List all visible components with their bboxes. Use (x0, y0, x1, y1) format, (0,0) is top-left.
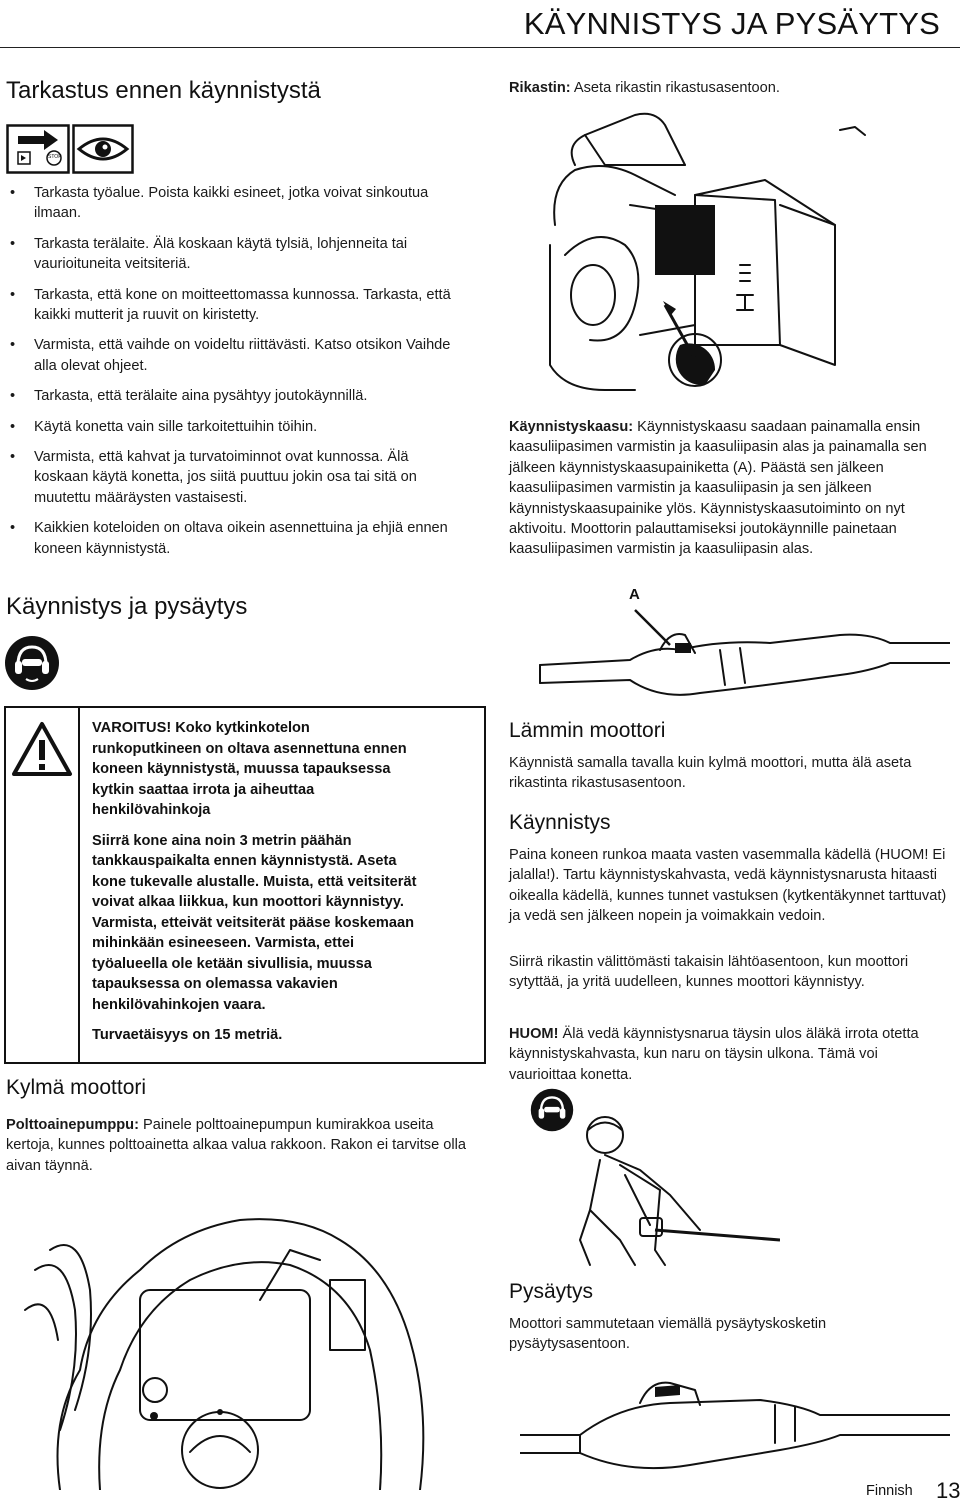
fuel-pump-illustration (20, 1190, 460, 1490)
throttle-text: Käynnistyskaasu saadaan painamalla ensin kaasuliipasimen varmistin ja kaasuliipasin alas ja painamalla sen jälkeen käynnistyskaasupainiketta (A). Päästä sen jälkeen kaasuliipasimen varmistin ja kaasuliipasin ja sen jälkeen käynnistyskaasupainike ylös. Käynnistyskaasutoiminto on nyt aktivoitu. Moottorin palauttamiseksi joutokäynnille painetaan kaasuliipasimen varmistin ja kaasuliipasin alas. (509, 419, 927, 558)
note-paragraph (509, 1024, 949, 1085)
warning-text (92, 718, 422, 1056)
list-item: • Tarkasta terälaite. Älä koskaan käytä tylsiä, lohjenneita tai vaurioituneita veitsiteriä. (6, 234, 466, 275)
warning-sidebar (4, 706, 80, 1064)
throttle-paragraph (509, 417, 954, 560)
protective-gear-icon (4, 635, 60, 691)
warning-paragraph: Turvaetäisyys on 15 metriä. (92, 1027, 283, 1043)
stopping-text: Moottori sammutetaan viemällä pysäytyskosketin pysäytysasentoon. (509, 1316, 827, 1353)
callout-a-label: A (629, 586, 640, 603)
starting-text-2: Siirrä rikastin välittömästi takaisin lähtöasentoon, kun moottori sytyttää, ja yritä uudelleen, kunnes moottori käynnistyy. (509, 954, 909, 991)
page-header-title: KÄYNNISTYS JA PYSÄYTYS (523, 6, 940, 41)
fuel-pump-paragraph (6, 1115, 476, 1176)
header-rule (0, 47, 960, 48)
list-item: • Tarkasta, että terälaite aina pysähtyy joutokäynnillä. (6, 386, 466, 406)
choke-label: Rikastin: (509, 80, 571, 96)
check-heading: Tarkastus ennen käynnistystä (6, 77, 321, 104)
throttle-handle-illustration (510, 605, 950, 705)
warning-paragraph: Siirrä kone aina noin 3 metrin päähän tankkauspaikalta ennen käynnistystä. Aseta kone tukevalle alustalle. Muista, että veitsiterät voivat alkaa liikkua, kun moottori käynnistyy. Varmista, etteivät veitsiterät pääse koskemaan mihinkään esineeseen. Varmista, ettei työalueella ole ketään sivullisia, muussa tapauksessa on olemassa vakavien henkilövahinkojen vaara. (92, 832, 417, 1013)
warning-triangle-icon (6, 714, 78, 784)
note-label: HUOM! (509, 1026, 559, 1042)
choke-paragraph (509, 78, 949, 98)
page-number: 13 (936, 1478, 960, 1498)
operator-illustration (560, 1100, 780, 1270)
note-text: Älä vedä käynnistysnarua täysin ulos äläkä irrota otetta käynnistyskahvasta, kun naru on täysin ulkona. Tämä voi vaurioittaa konetta. (509, 1026, 919, 1083)
throttle-label: Käynnistyskaasu: (509, 419, 634, 435)
warning-paragraph: VAROITUS! Koko kytkinkotelon runkoputkineen on oltava asennettuna ennen koneen käynnistystä, muussa tapauksessa kytkin saattaa irrota ja aiheuttaa henkilövahinkoja (92, 720, 407, 818)
start-stop-heading: Käynnistys ja pysäytys (6, 593, 248, 620)
fuel-pump-label: Polttoainepumppu: (6, 1117, 139, 1133)
warm-engine-heading: Lämmin moottori (509, 719, 666, 742)
list-item: • Varmista, että kahvat ja turvatoiminnot ovat kunnossa. Älä koskaan käytä konetta, jos siitä puuttuu jokin osa tai sitä on muutettu määräysten vastaisesti. (6, 447, 466, 508)
choke-text: Aseta rikastin rikastusasentoon. (570, 80, 780, 96)
check-list (6, 183, 466, 569)
list-item: • Käytä konetta vain sille tarkoitettuihin töihin. (6, 417, 466, 437)
list-item: • Tarkasta, että kone on moitteettomassa kunnossa. Tarkasta, että kaikki mutterit ja ruuvit on kiristetty. (6, 285, 466, 326)
choke-illustration (545, 105, 950, 405)
footer-language: Finnish (866, 1483, 913, 1498)
starting-text-1: Paina koneen runkoa maata vasten vasemmalla kädellä (HUOM! Ei jalalla!). Tartu käynnistyskahvasta, vedä käynnistysnarusta hitaasti oikealla kädellä, kunnes tunnet vastuksen (kytkentäkynnet tarttuvat) ja vedä sen jälkeen nopein ja voimakkain vedoin. (509, 847, 947, 925)
cold-engine-heading: Kylmä moottori (6, 1076, 147, 1099)
stopping-heading: Pysäytys (509, 1280, 594, 1303)
warm-engine-text: Käynnistä samalla tavalla kuin kylmä moottori, mutta älä aseta rikastinta rikastusasentoon. (509, 755, 912, 792)
list-item: • Tarkasta työalue. Poista kaikki esineet, jotka voivat sinkoutua ilmaan. (6, 183, 466, 224)
list-item: • Varmista, että vaihde on voideltu riittävästi. Katso otsikon Vaihde alla olevat ohjeet. (6, 335, 466, 376)
starting-heading: Käynnistys (509, 811, 611, 834)
stop-switch-illustration (520, 1365, 950, 1475)
check-icons (6, 124, 134, 174)
stop-label: STOP (48, 154, 62, 160)
list-item: • Kaikkien koteloiden on oltava oikein asennettuina ja ehjiä ennen koneen käynnistystä. (6, 518, 466, 559)
fuel-pump-text: Painele polttoainepumpun kumirakkoa useita kertoja, kunnes polttoainetta alkaa valua rakkoon. Rakon ei tarvitse olla aivan täynnä. (6, 1117, 466, 1174)
